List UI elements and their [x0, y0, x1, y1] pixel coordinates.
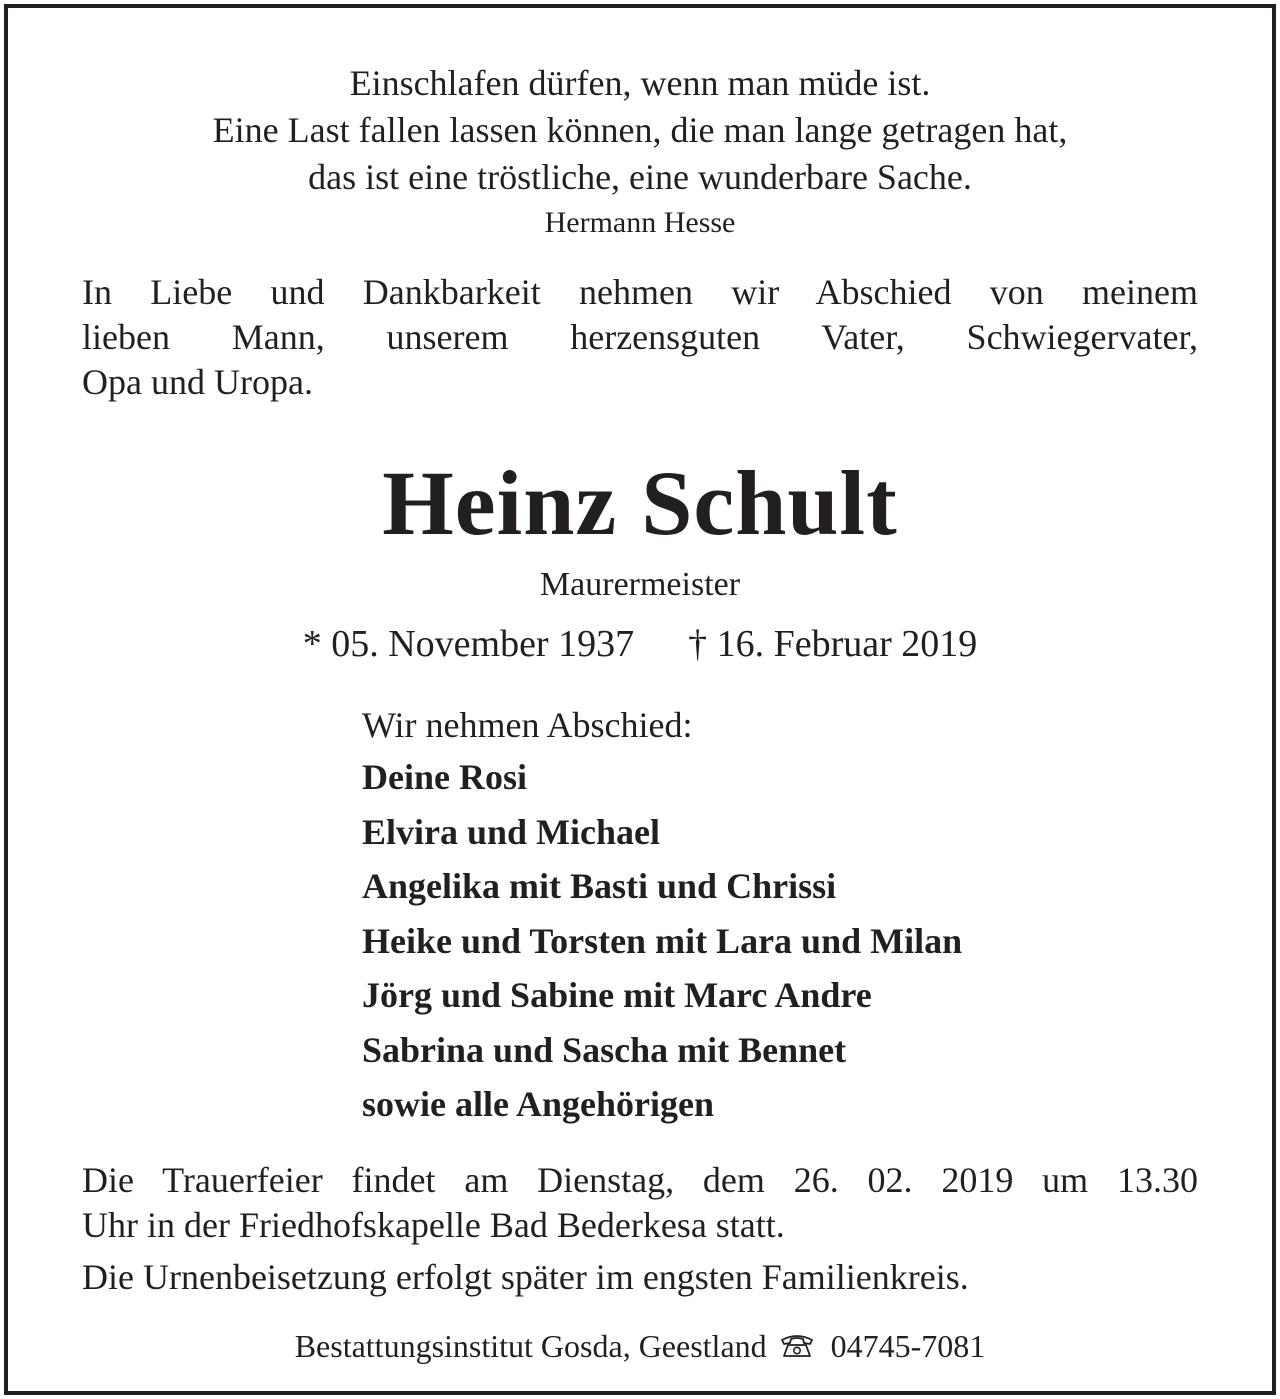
mourners-list	[362, 700, 962, 1132]
mourner-name: Heike und Torsten mit Lara und Milan	[362, 920, 963, 961]
funeral-line: Die Urnenbeisetzung erfolgt später im engsten Familienkreis.	[82, 1257, 969, 1297]
intro-line: lieben Mann, unserem herzensguten Vater, Schwiegervater,	[82, 317, 1198, 357]
mourner-name: Deine Rosi	[362, 757, 527, 797]
intro-line: Opa und Uropa.	[82, 362, 313, 402]
deceased-profession: Maurermeister	[539, 566, 741, 603]
funeral-line: Uhr in der Friedhofskapelle Bad Bederkesa statt.	[82, 1205, 785, 1245]
obituary-notice	[4, 4, 1276, 1395]
mourner-name: Angelika mit Basti und Chrissi	[362, 866, 837, 906]
mourners-heading: Wir nehmen Abschied:	[362, 705, 693, 745]
mourner-name: Elvira und Michael	[362, 811, 661, 852]
poem-line: Eine Last fallen lassen können, die man lange getragen hat,	[212, 110, 1068, 150]
funeral-details	[82, 1158, 1198, 1300]
poem-author: Hermann Hesse	[544, 206, 736, 239]
funeral-line: Die Trauerfeier findet am Dienstag, dem 26. 02. 2019 um 13.30	[82, 1160, 1198, 1200]
undertaker-line	[8, 1324, 1272, 1368]
intro-line: In Liebe und Dankbarkeit nehmen wir Abschied von meinem	[82, 272, 1198, 312]
undertaker-name: Bestattungsinstitut Gosda, Geestland	[294, 1328, 767, 1364]
intro-paragraph	[82, 270, 1198, 405]
mourner-name: Jörg und Sabine mit Marc Andre	[362, 975, 872, 1015]
poem-line: das ist eine tröstliche, eine wunderbare Sache.	[308, 157, 972, 197]
mourner-name: Sabrina und Sascha mit Bennet	[362, 1029, 847, 1070]
undertaker-phone: 04745-7081	[830, 1328, 986, 1364]
life-dates	[8, 620, 1272, 668]
deceased-name: Heinz Schult	[382, 452, 898, 554]
mourner-name: sowie alle Angehörigen	[362, 1084, 714, 1124]
birth-date: * 05. November 1937	[302, 623, 635, 665]
poem-quote	[8, 60, 1272, 243]
death-date: † 16. Februar 2019	[688, 623, 978, 665]
telephone-icon	[779, 1326, 815, 1354]
poem-line: Einschlafen dürfen, wenn man müde ist.	[349, 63, 931, 103]
